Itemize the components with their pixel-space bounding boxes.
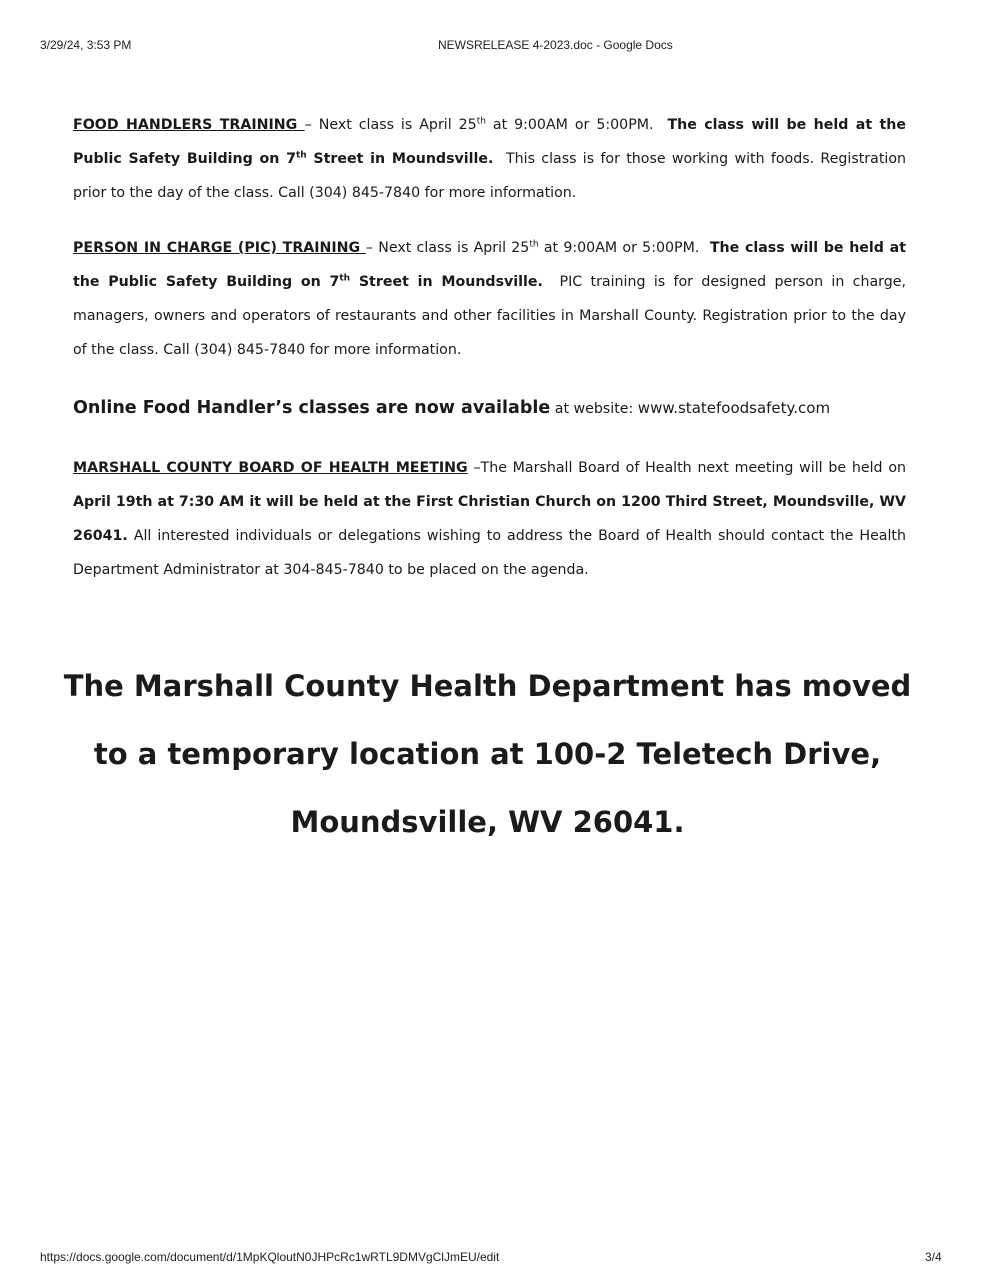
pic-paragraph bbox=[73, 231, 906, 367]
pic-location-pre: The class will be held at the Public Safety Building on 7 bbox=[73, 240, 906, 290]
online-classes-lead: Online Food Handler’s classes are now available bbox=[73, 398, 551, 418]
pic-time: at 9:00AM or 5:00PM. bbox=[538, 240, 700, 256]
online-classes-mid: at website: bbox=[550, 401, 638, 417]
page-number: 3/4 bbox=[925, 1250, 942, 1264]
food-handlers-heading: FOOD HANDLERS TRAINING bbox=[73, 117, 305, 133]
food-handlers-date: – Next class is April 25 bbox=[304, 117, 477, 133]
food-handlers-location-pre: The class will be held at the Public Safety Building on 7 bbox=[73, 117, 907, 167]
board-meeting-contact: All interested individuals or delegations wishing to address the Board of Health should contact the Health Department Administrator at 304-845-7840 to be placed on the agenda. bbox=[73, 528, 906, 578]
board-meeting-details: April 19th at 7:30 AM it will be held at the First Christian Church on 1200 Third Street, Moundsville, WV 26041. bbox=[73, 494, 906, 544]
board-meeting-paragraph bbox=[73, 451, 906, 587]
food-handlers-date-sup: th bbox=[476, 116, 486, 127]
document-url: https://docs.google.com/document/d/1MpKQloutN0JHPcRc1wRTL9DMVgClJmEU/edit bbox=[40, 1250, 500, 1264]
food-handlers-paragraph bbox=[73, 108, 906, 210]
board-meeting-heading: MARSHALL COUNTY BOARD OF HEALTH MEETING bbox=[73, 460, 468, 476]
document-title: NEWSRELEASE 4-2023.doc - Google Docs bbox=[438, 38, 673, 52]
relocation-line-1: The Marshall County Health Department has moved bbox=[63, 669, 912, 703]
food-handlers-location-post: Street in Moundsville. bbox=[306, 151, 494, 167]
food-handlers-location-sup: th bbox=[295, 150, 307, 161]
relocation-line-2: to a temporary location at 100-2 Teletech Drive, bbox=[93, 737, 882, 771]
print-datetime: 3/29/24, 3:53 PM bbox=[40, 38, 132, 52]
board-meeting-intro: –The Marshall Board of Health next meeting will be held on bbox=[467, 460, 906, 476]
pic-location-post: Street in Moundsville. bbox=[350, 274, 543, 290]
pic-date: – Next class is April 25 bbox=[365, 240, 530, 256]
online-classes-line bbox=[73, 391, 906, 426]
relocation-line-3: Moundsville, WV 26041. bbox=[290, 805, 685, 839]
pic-location-sup: th bbox=[339, 273, 351, 284]
food-handlers-details: This class is for those working with foods. Registration prior to the day of the class. Call (304) 845-7840 for more information. bbox=[73, 151, 906, 201]
pic-date-sup: th bbox=[529, 239, 539, 250]
online-classes-url: www.statefoodsafety.com bbox=[637, 399, 831, 417]
food-handlers-time: at 9:00AM or 5:00PM. bbox=[485, 117, 654, 133]
relocation-notice bbox=[40, 652, 935, 856]
pic-heading: PERSON IN CHARGE (PIC) TRAINING bbox=[73, 240, 366, 256]
pic-details: PIC training is for designed person in charge, managers, owners and operators of restaurants and other facilities in Marshall County. Registration prior to the day of the class. Call (304) 845-7840 for more information. bbox=[73, 274, 906, 358]
